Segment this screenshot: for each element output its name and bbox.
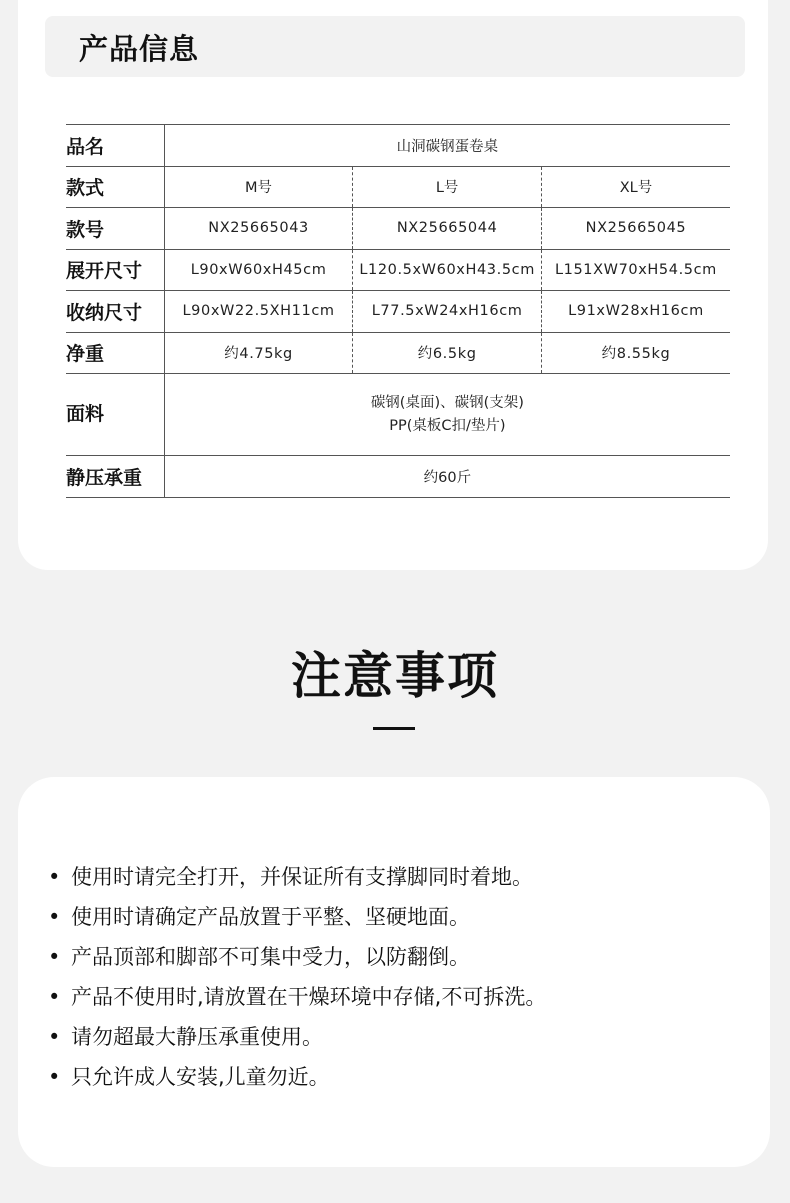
notes-title: 注意事项 — [291, 647, 499, 705]
table-cell: 约4.75kg — [164, 332, 353, 374]
material-value — [164, 374, 730, 456]
table-cell: 约6.5kg — [353, 332, 542, 374]
bullet-icon: • — [48, 1025, 61, 1049]
table-row-static-load — [66, 456, 730, 498]
note-text: 只允许成人安装,儿童勿近。 — [71, 1065, 330, 1089]
table-row-material — [66, 374, 730, 456]
table-cell: L91xW28xH16cm — [541, 291, 730, 333]
list-item — [48, 897, 546, 937]
notes-list — [48, 857, 546, 1097]
note-text: 产品不使用时,请放置在干燥环境中存储,不可拆洗。 — [71, 985, 547, 1009]
list-item — [48, 1017, 546, 1057]
bullet-icon: • — [48, 865, 61, 889]
product-name-value: 山洞碳钢蛋卷桌 — [164, 125, 730, 167]
table-cell: NX25665044 — [353, 208, 542, 250]
row-label: 款式 — [66, 166, 164, 208]
spec-table — [66, 124, 730, 498]
table-cell: XL号 — [541, 166, 730, 208]
row-label: 收纳尺寸 — [66, 291, 164, 333]
note-text: 使用时请确定产品放置于平整、坚硬地面。 — [71, 905, 470, 929]
material-line-2: PP(桌板C扣/垫片) — [389, 417, 506, 434]
table-cell: L77.5xW24xH16cm — [353, 291, 542, 333]
product-info-title: 产品信息 — [79, 32, 200, 66]
note-text: 请勿超最大静压承重使用。 — [71, 1025, 323, 1049]
list-item — [48, 857, 546, 897]
table-cell: L90xW60xH45cm — [164, 249, 353, 291]
table-cell: NX25665043 — [164, 208, 353, 250]
table-cell: L151XW70xH54.5cm — [541, 249, 730, 291]
list-item — [48, 977, 546, 1017]
table-cell: 约8.55kg — [541, 332, 730, 374]
list-item — [48, 1057, 546, 1097]
title-divider — [373, 727, 415, 730]
bullet-icon: • — [48, 905, 61, 929]
table-row-style — [66, 166, 730, 208]
table-row-unfolded — [66, 249, 730, 291]
table-cell: L90xW22.5XH11cm — [164, 291, 353, 333]
table-cell: L120.5xW60xH43.5cm — [353, 249, 542, 291]
table-row-folded — [66, 291, 730, 333]
row-label: 品名 — [66, 125, 164, 167]
table-row-weight — [66, 332, 730, 374]
note-text: 产品顶部和脚部不可集中受力，以防翻倒。 — [71, 945, 470, 969]
row-label: 款号 — [66, 208, 164, 250]
table-cell: NX25665045 — [541, 208, 730, 250]
bullet-icon: • — [48, 985, 61, 1009]
row-label: 面料 — [66, 374, 164, 456]
row-label: 静压承重 — [66, 456, 164, 498]
table-row-model — [66, 208, 730, 250]
bullet-icon: • — [48, 945, 61, 969]
table-cell: M号 — [164, 166, 353, 208]
note-text: 使用时请完全打开，并保证所有支撑脚同时着地。 — [71, 865, 533, 889]
static-load-value: 约60斤 — [164, 456, 730, 498]
material-line-1: 碳钢(桌面)、碳钢(支架) — [370, 394, 524, 411]
bullet-icon: • — [48, 1065, 61, 1089]
notes-card — [18, 777, 770, 1167]
row-label: 展开尺寸 — [66, 249, 164, 291]
product-info-header — [45, 16, 745, 77]
row-label: 净重 — [66, 332, 164, 374]
list-item — [48, 937, 546, 977]
table-row-name — [66, 125, 730, 167]
table-cell: L号 — [353, 166, 542, 208]
